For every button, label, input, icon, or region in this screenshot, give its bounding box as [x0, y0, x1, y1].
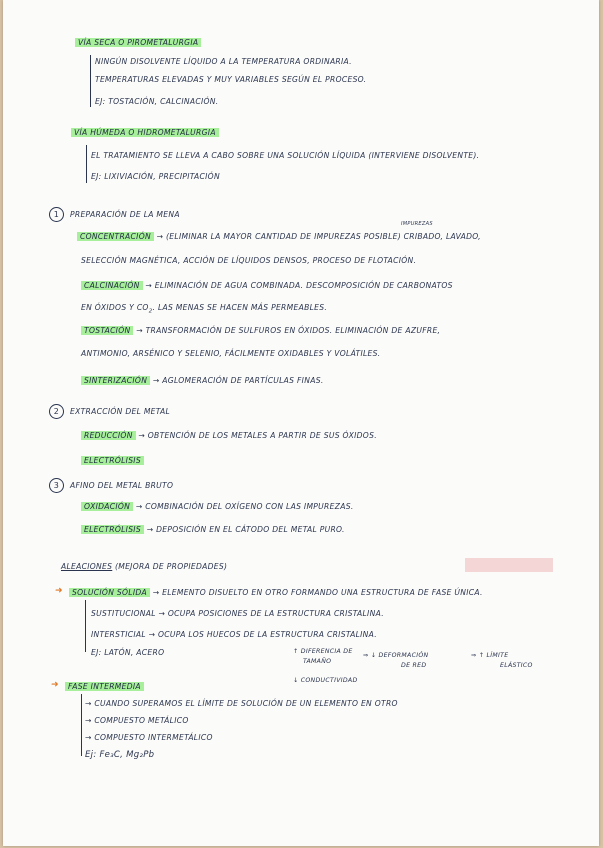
deformacion-line: ⇒ ↓ DEFORMACIÓN: [363, 652, 429, 659]
sinterizacion-line: [81, 376, 324, 385]
via-humeda-line-1: EL TRATAMIENTO SE LLEVA A CABO SOBRE UNA SOLUCIÓN LÍQUIDA (INTERVIENE DISOLVENTE).: [91, 151, 480, 160]
oxidacion-text: → COMBINACIÓN DEL OXÍGENO CON LAS IMPUREZAS.: [135, 502, 354, 511]
extraccion-title: EXTRACCIÓN DEL METAL: [70, 407, 171, 416]
aleaciones-subtitle: (MEJORA DE PROPIEDADES): [114, 562, 228, 571]
fase-line-3: → COMPUESTO INTERMETÁLICO: [85, 733, 213, 742]
tree-line: [85, 600, 86, 652]
de-red-line: DE RED: [401, 662, 427, 669]
afino-electrolisis-line: [81, 525, 345, 534]
oxidacion-label: OXIDACIÓN: [81, 502, 133, 511]
fase-intermedia-line: [65, 682, 144, 691]
via-seca-line-2: TEMPERATURAS ELEVADAS Y MUY VARIABLES SEGÚN EL PROCESO.: [95, 75, 367, 84]
concentracion-line: [77, 232, 481, 241]
bracket-line: [90, 55, 91, 107]
via-seca-title: VÍA SECA O PIROMETALURGIA: [75, 38, 201, 47]
via-seca-line-1: NINGÚN DISOLVENTE LÍQUIDO A LA TEMPERATURA ORDINARIA.: [95, 57, 352, 66]
conductividad-line: ↓ CONDUCTIVIDAD: [293, 677, 358, 684]
calcinacion-text: → ELIMINACIÓN DE AGUA COMBINADA. DESCOMPOSICIÓN DE CARBONATOS: [145, 281, 453, 290]
faded-stamp: [465, 558, 553, 572]
reduccion-label: REDUCCIÓN: [81, 431, 136, 440]
calcinacion-text-2: EN ÓXIDOS Y CO: [81, 303, 149, 312]
concentracion-text: → (ELIMINAR LA MAYOR CANTIDAD DE IMPUREZAS POSIBLE) CRIBADO, LAVADO,: [156, 232, 481, 241]
sinterizacion-label: SINTERIZACIÓN: [81, 376, 150, 385]
extraccion-heading: [49, 404, 170, 419]
fase-line-1: → CUANDO SUPERAMOS EL LÍMITE DE SOLUCIÓN DE UN ELEMENTO EN OTRO: [85, 699, 398, 708]
concentracion-text-2: SELECCIÓN MAGNÉTICA, ACCIÓN DE LÍQUIDOS DENSOS, PROCESO DE FLOTACIÓN.: [81, 256, 417, 265]
oxidacion-line: [81, 502, 354, 511]
reduccion-line: [81, 431, 377, 440]
calcinacion-text-3: . LAS MENAS SE HACEN MÁS PERMEABLES.: [152, 303, 328, 312]
via-seca-line-3: EJ: TOSTACIÓN, CALCINACIÓN.: [95, 97, 219, 106]
solucion-solida-line: [69, 588, 483, 597]
number-circle: 1: [49, 207, 64, 222]
electrolisis-label: ELECTRÓLISIS: [81, 525, 144, 534]
sinterizacion-text: → AGLOMERACIÓN DE PARTÍCULAS FINAS.: [152, 376, 324, 385]
notebook-sheet: [3, 0, 599, 846]
preparacion-heading: [49, 207, 180, 222]
intersticial-line: INTERSTICIAL → OCUPA LOS HUECOS DE LA ESTRUCTURA CRISTALINA.: [91, 630, 377, 639]
fase-line-2: → COMPUESTO METÁLICO: [85, 716, 189, 725]
calcinacion-line-2: [81, 303, 327, 315]
tostacion-line: [81, 326, 440, 335]
via-humeda-title: VÍA HÚMEDA O HIDROMETALURGIA: [71, 128, 219, 137]
tree-line: [81, 694, 82, 756]
ej-solucion-line: EJ: LATÓN, ACERO: [91, 648, 165, 657]
tostacion-text: → TRANSFORMACIÓN DE SULFUROS EN ÓXIDOS. ELIMINACIÓN DE AZUFRE,: [136, 326, 441, 335]
number-circle: 2: [49, 404, 64, 419]
tamano-line: TAMAÑO: [303, 658, 332, 665]
reduccion-text: → OBTENCIÓN DE LOS METALES A PARTIR DE SUS ÓXIDOS.: [138, 431, 377, 440]
tostacion-label: TOSTACIÓN: [81, 326, 133, 335]
afino-title: AFINO DEL METAL BRUTO: [70, 481, 174, 490]
concentracion-superscript: IMPUREZAS: [401, 221, 433, 227]
subscript: 2: [148, 308, 153, 315]
electrolisis-line: [81, 456, 144, 465]
solucion-solida-text: → ELEMENTO DISUELTO EN OTRO FORMANDO UNA ESTRUCTURA DE FASE ÚNICA.: [152, 588, 483, 597]
elastico-line: ELÁSTICO: [500, 662, 533, 669]
solucion-solida-label: SOLUCIÓN SÓLIDA: [69, 588, 150, 597]
bracket-line: [86, 145, 87, 183]
diferencia-line: ↑ DIFERENCIA DE: [293, 648, 353, 655]
aleaciones-heading: [61, 562, 227, 571]
orange-arrow-icon: ➜: [55, 586, 63, 596]
concentracion-label: CONCENTRACIÓN: [77, 232, 154, 241]
fase-intermedia-label: FASE INTERMEDIA: [65, 682, 144, 691]
orange-arrow-icon: ➜: [51, 680, 59, 690]
afino-heading: [49, 478, 173, 493]
electrolisis-text: → DEPOSICIÓN EN EL CÁTODO DEL METAL PURO.: [146, 525, 345, 534]
tostacion-text-2: ANTIMONIO, ARSÉNICO Y SELENIO, FÁCILMENTE OXIDABLES Y VOLÁTILES.: [81, 349, 381, 358]
aleaciones-title: ALEACIONES: [61, 562, 113, 571]
calcinacion-label: CALCINACIÓN: [81, 281, 143, 290]
calcinacion-line: [81, 281, 453, 290]
limite-line: ⇒ ↑ LÍMITE: [471, 652, 509, 659]
via-humeda-line-2: EJ: LIXIVIACIÓN, PRECIPITACIÓN: [91, 172, 220, 181]
sustitucional-line: SUSTITUCIONAL → OCUPA POSICIONES DE LA ESTRUCTURA CRISTALINA.: [91, 609, 384, 618]
number-circle: 3: [49, 478, 64, 493]
preparacion-title: PREPARACIÓN DE LA MENA: [70, 210, 180, 219]
electrolisis-label: ELECTRÓLISIS: [81, 456, 144, 465]
fase-ej-line: Ej: Fe₃C, Mg₂Pb: [85, 750, 155, 760]
